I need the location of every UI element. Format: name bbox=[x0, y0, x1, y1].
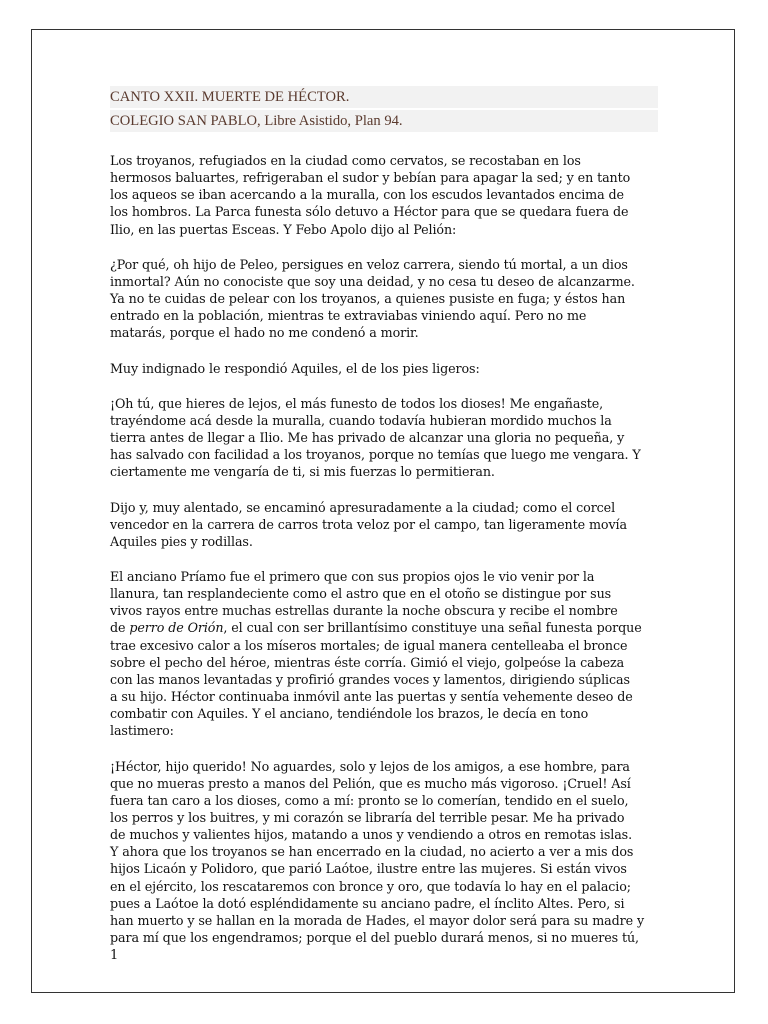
text-line: Ilio, en las puertas Esceas. Y Febo Apolo dijo al Pelión: bbox=[110, 221, 457, 237]
text-line: Dijo y, muy alentado, se encaminó apresuradamente a la ciudad; como el corcel bbox=[110, 499, 616, 515]
text-line: trayéndome acá desde la muralla, cuando todavía hubieran mordido muchos la bbox=[110, 412, 612, 428]
text-fragment: de bbox=[110, 620, 130, 636]
paragraph bbox=[110, 152, 670, 238]
paragraph bbox=[110, 256, 670, 342]
paragraph bbox=[110, 499, 670, 550]
text-line: ciertamente me vengaría de ti, si mis fuerzas lo permitieran. bbox=[110, 464, 495, 480]
text-line: Aquiles pies y rodillas. bbox=[110, 533, 253, 549]
text-line: vivos rayos entre muchas estrellas durante la noche obscura y recibe el nombre bbox=[110, 603, 618, 619]
paragraph bbox=[110, 360, 670, 377]
text-line: lastimero: bbox=[110, 723, 174, 739]
text-line: hijos Licaón y Polidoro, que parió Laótoe, ilustre entre las mujeres. Si están vivos bbox=[110, 861, 627, 877]
text-line-mixed bbox=[110, 619, 670, 636]
text-line: ¿Por qué, oh hijo de Peleo, persigues en veloz carrera, siendo tú mortal, a un dios bbox=[110, 256, 628, 272]
text-line: trae excesivo calor a los míseros mortales; de igual manera centelleaba el bronce bbox=[110, 637, 628, 653]
text-line: vencedor en la carrera de carros trota veloz por el campo, tan ligeramente movía bbox=[110, 516, 627, 532]
text-line: los hombros. La Parca funesta sólo detuvo a Héctor para que se quedara fuera de bbox=[110, 204, 629, 220]
text-line: entrado en la población, mientras te extraviabas viniendo aquí. Pero no me bbox=[110, 308, 587, 324]
text-line: para mí que los engendramos; porque el del pueblo durará menos, si no mueres tú, bbox=[110, 930, 639, 946]
text-line: ¡Héctor, hijo querido! No aguardes, solo y lejos de los amigos, a ese hombre, para bbox=[110, 758, 630, 774]
text-fragment: , el cual con ser brillantísimo constituye una señal funesta porque bbox=[223, 620, 642, 636]
text-line: has salvado con facilidad a los troyanos, porque no temías que luego me vengara. Y bbox=[110, 447, 641, 463]
text-line: combatir con Aquiles. Y el anciano, tendiéndole los brazos, le decía en tono bbox=[110, 706, 589, 722]
page-number: 1 bbox=[110, 948, 119, 963]
text-line: hermosos baluartes, refrigeraban el sudor y bebían para apagar la sed; y en tanto bbox=[110, 170, 631, 186]
text-line: pues a Laótoe la dotó espléndidamente su anciano padre, el ínclito Altes. Pero, si bbox=[110, 895, 625, 911]
text-line: los perros y los buitres, y mi corazón se libraría del terrible pesar. Me ha privado bbox=[110, 810, 625, 825]
text-line: tierra antes de llegar a Ilio. Me has privado de alcanzar una gloria no pequeña, y bbox=[110, 430, 625, 446]
text-line: los aqueos se iban acercando a la muralla, con los escudos levantados encima de bbox=[110, 187, 624, 203]
text-line: sobre el pecho del héroe, mientras éste corría. Gimió el viejo, golpeóse la cabeza bbox=[110, 654, 625, 670]
italic-phrase: perro de Orión bbox=[129, 620, 224, 636]
text-line: de muchos y valientes hijos, matando a unos y vendiendo a otros en remotas islas. bbox=[110, 827, 633, 843]
text-line: ¡Oh tú, que hieres de lejos, el más funesto de todos los dioses! Me engañaste, bbox=[110, 395, 604, 411]
text-line: en el ejército, los rescataremos con bronce y oro, que todavía lo hay en el palacio; bbox=[110, 878, 631, 894]
text-line: llanura, tan resplandeciente como el astro que en el otoño se distingue por sus bbox=[110, 586, 612, 602]
text-line: matarás, porque el hado no me condenó a morir. bbox=[110, 325, 419, 341]
text-line: Muy indignado le respondió Aquiles, el de los pies ligeros: bbox=[110, 360, 480, 376]
text-line: fuera tan caro a los dioses, como a mí: pronto se lo comerían, tendido en el suelo, bbox=[110, 792, 629, 808]
document-subtitle: COLEGIO SAN PABLO, Libre Asistido, Plan 94. bbox=[110, 110, 658, 132]
text-line: Y ahora que los troyanos se han encerrado en la ciudad, no acierto a ver a mis dos bbox=[110, 844, 634, 860]
paragraph bbox=[110, 395, 670, 481]
paragraph bbox=[110, 568, 670, 740]
text-line: Los troyanos, refugiados en la ciudad como cervatos, se recostaban en los bbox=[110, 153, 581, 168]
text-line: El anciano Príamo fue el primero que con sus propios ojos le vio venir por la bbox=[110, 568, 595, 584]
text-line: con las manos levantadas y profirió grandes voces y lamentos, dirigiendo súplicas bbox=[110, 671, 630, 687]
body-text bbox=[110, 152, 670, 946]
text-line: que no mueras presto a manos del Pelión, que es mucho más vigoroso. ¡Cruel! Así bbox=[110, 775, 631, 791]
text-line: Ya no te cuidas de pelear con los troyanos, a quienes pusiste en fuga; y éstos han bbox=[110, 291, 626, 307]
document-body bbox=[110, 86, 670, 964]
text-line: han muerto y se hallan en la morada de Hades, el mayor dolor será para su madre y bbox=[110, 912, 645, 928]
text-line: a su hijo. Héctor continuaba inmóvil ante las puertas y sentía vehemente deseo de bbox=[110, 689, 633, 705]
document-title: CANTO XXII. MUERTE DE HÉCTOR. bbox=[110, 86, 658, 108]
text-line: inmortal? Aún no conociste que soy una deidad, y no cesa tu deseo de alcanzarme. bbox=[110, 273, 635, 289]
paragraph bbox=[110, 758, 670, 947]
